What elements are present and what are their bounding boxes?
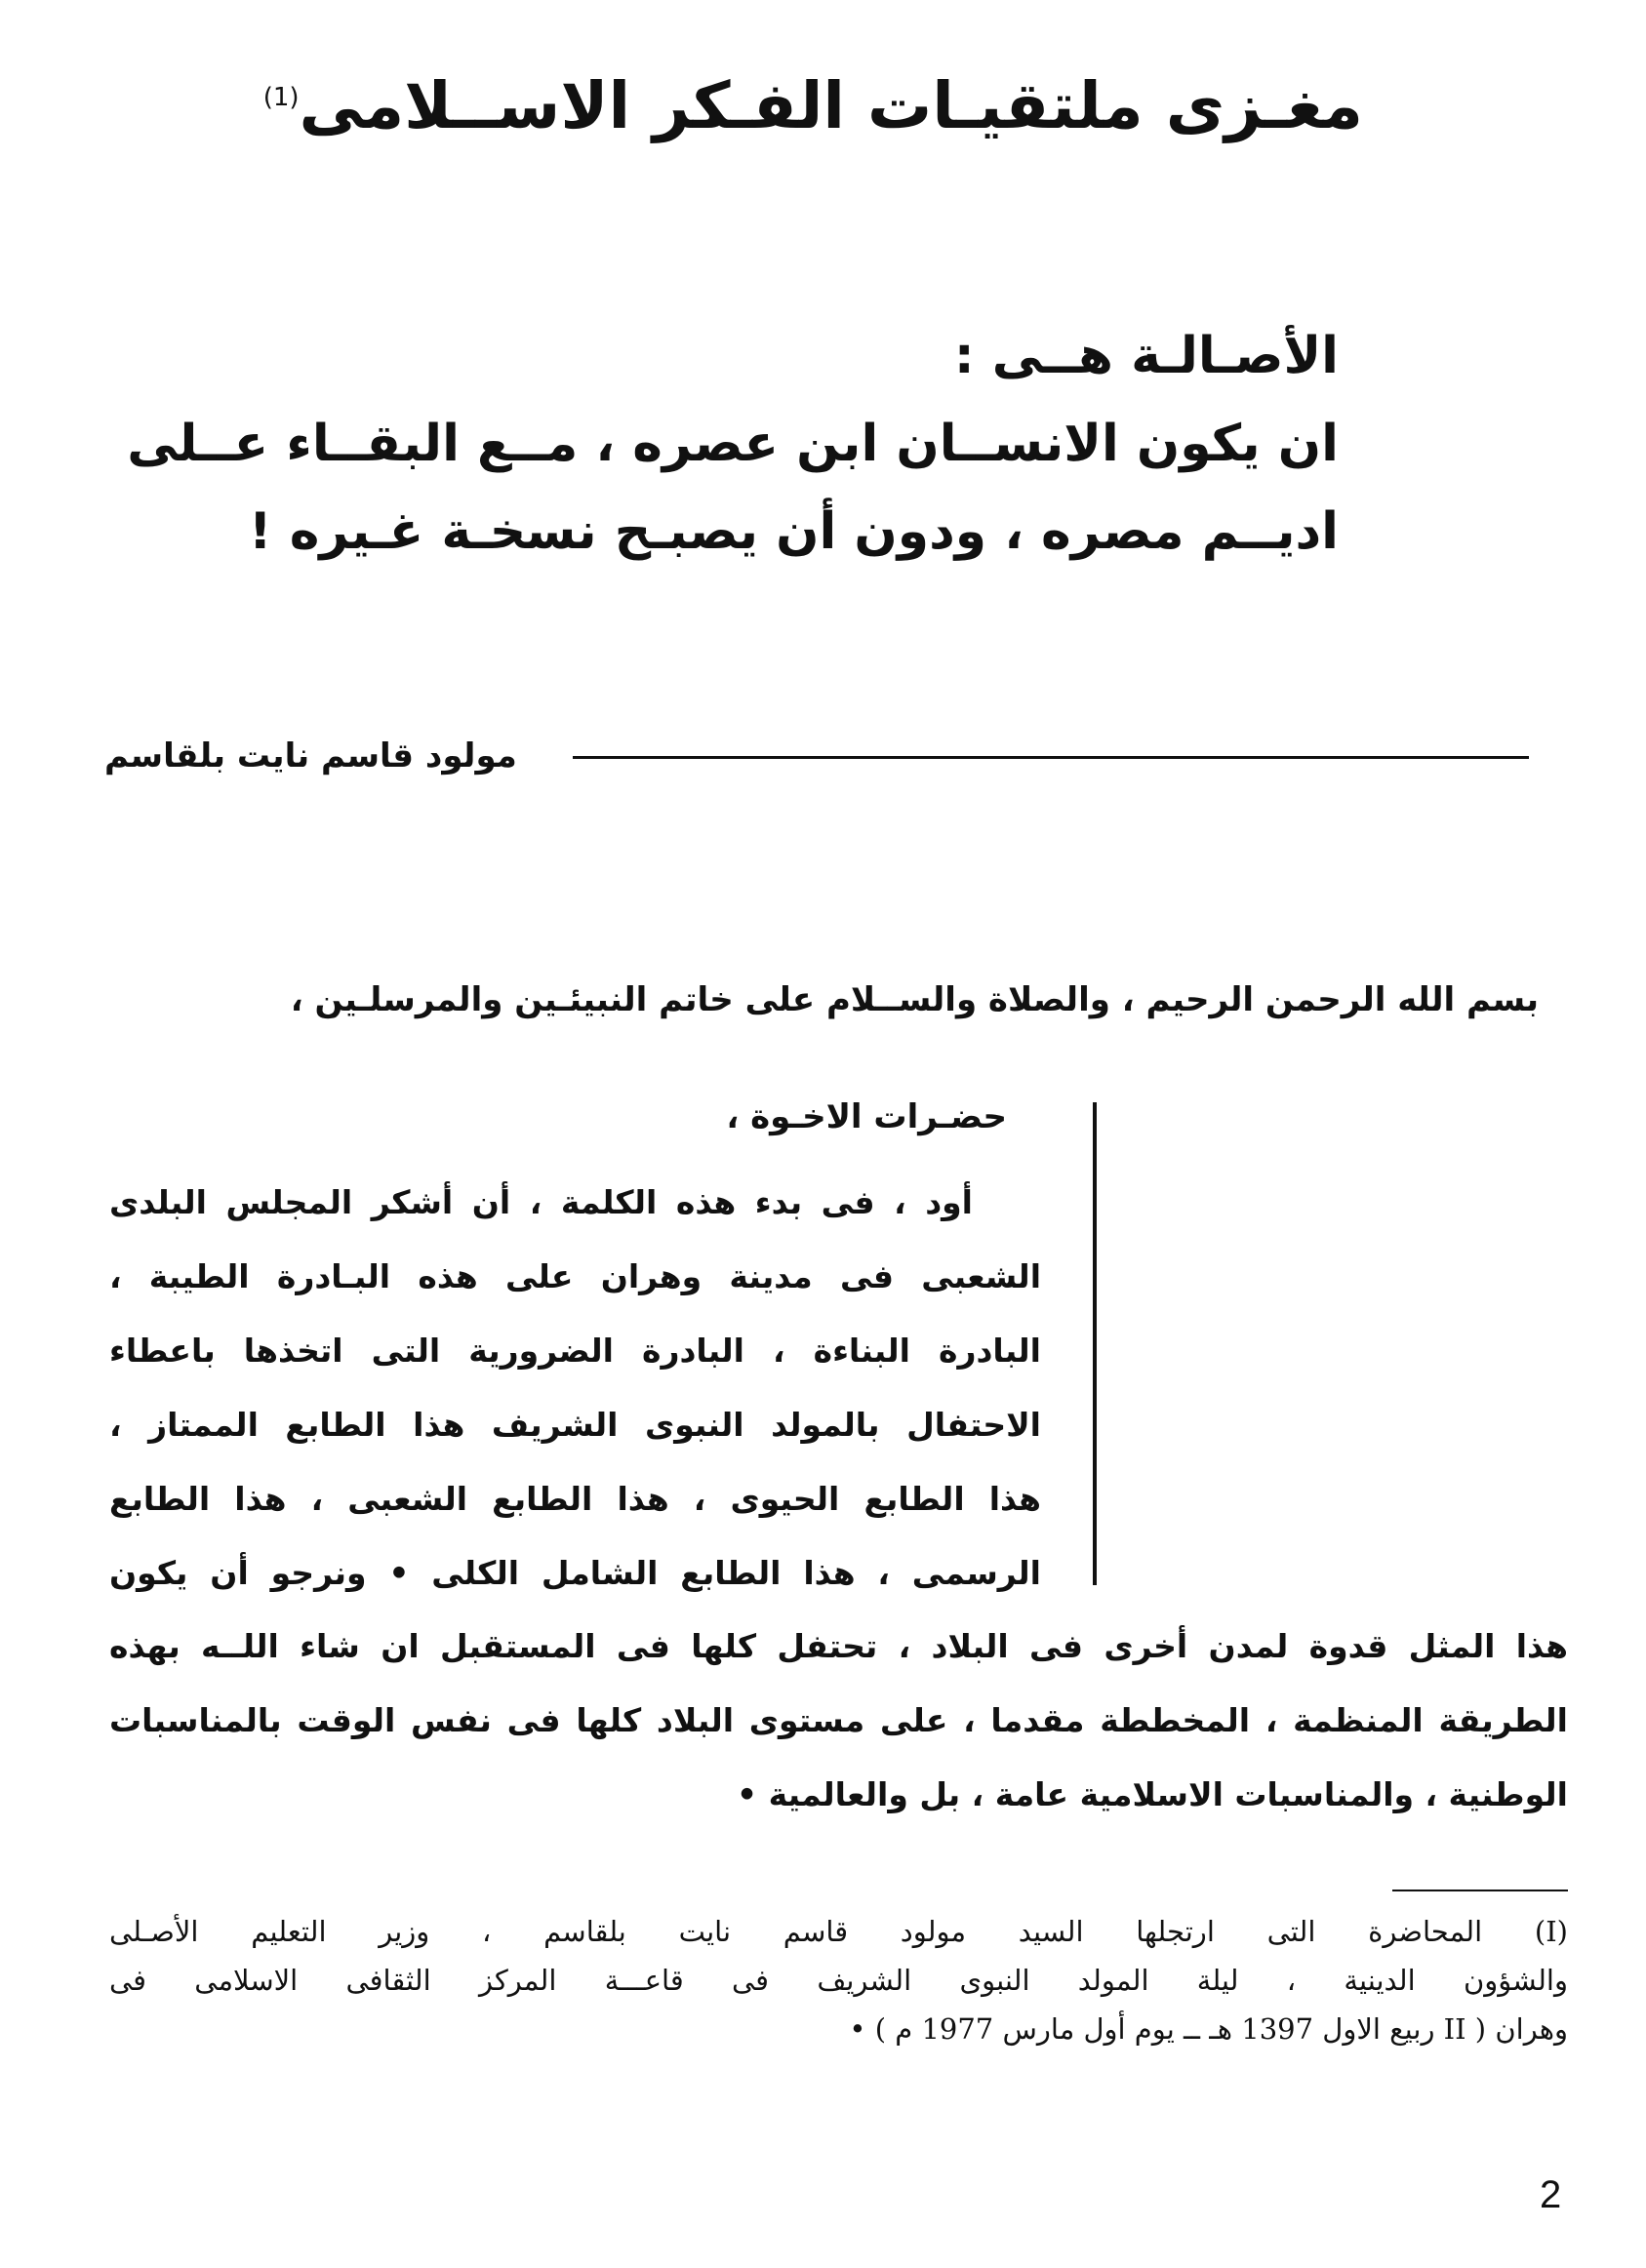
body-paragraph-narrow (109, 1166, 1041, 1611)
body-line: هذا المثل قدوة لمدن أخرى فى البلاد ، تحتفل كلها فى المستقبل ان شاء اللــه بهذه (109, 1627, 1568, 1665)
body-line: الشعبى فى مدينة وهران على هذه البـادرة الطيبة ، (109, 1257, 1041, 1295)
epigraph (127, 312, 1339, 576)
body-line: الوطنية ، والمناسبات الاسلامية عامة ، بل والعالمية • (737, 1775, 1568, 1813)
body-line: الرسمى ، هذا الطابع الشامل الكلى • ونرجو أن يكون (109, 1554, 1041, 1592)
body-line: الاحتفال بالمولد النبوى الشريف هذا الطابع الممتاز ، (109, 1406, 1041, 1444)
author-attribution (104, 727, 1529, 785)
epigraph-line: اديــم مصره ، ودون أن يصبـح نسخـة غـيره ! (248, 502, 1339, 561)
body-line: البادرة البناءة ، البادرة الضرورية التى اتخذها باعطاء (109, 1332, 1041, 1370)
body-line: هذا الطابع الحيوى ، هذا الطابع الشعبى ، هذا الطابع (109, 1480, 1041, 1518)
footnote-divider (1392, 1890, 1568, 1891)
body-paragraph-wide (109, 1610, 1568, 1832)
epigraph-line: ان يكون الانســان ابن عصره ، مــع البقــاء عــلى (127, 415, 1339, 473)
body-line: أود ، فى بدء هذه الكلمة ، أن أشكر المجلس البلدى (109, 1183, 973, 1221)
footnote-line: وهران ( II ربيع الاول 1397 هـ ــ يوم أول مارس 1977 م ) • (849, 2012, 1568, 2046)
title-footnote-mark: (1) (262, 83, 300, 112)
footnote (109, 1907, 1568, 2053)
margin-rule (1093, 1102, 1097, 1585)
page-number: 2 (1540, 2173, 1562, 2216)
epigraph-line: الأصـالـة هــى : (953, 327, 1339, 385)
basmala-line: بسم الله الرحمن الرحيم ، والصلاة والســلام على خاتم النبيئـين والمرسلـين ، (290, 980, 1539, 1019)
body-line: الطريقة المنظمة ، المخططة مقدما ، على مستوى البلاد كلها فى نفس الوقت بالمناسبات (109, 1701, 1568, 1739)
footnote-line: (I) المحاضرة التى ارتجلها السيد مولود قاسم نايت بلقاسم ، وزير التعليم الأصـلى (109, 1915, 1568, 1948)
footnote-line: والشؤون الدينية ، ليلة المولد النبوى الشريف فى قاعـــة المركز الثقافى الاسلامى فى (109, 1964, 1568, 1997)
article-title (262, 59, 1363, 145)
author-name: مولود قاسم نايت بلقاسم (104, 736, 517, 776)
author-divider (573, 756, 1529, 759)
article-title-text: مغـزى ملتقيـات الفـكر الاســلامى (299, 68, 1363, 143)
salutation: حضـرات الاخـوة ، (726, 1097, 1007, 1136)
